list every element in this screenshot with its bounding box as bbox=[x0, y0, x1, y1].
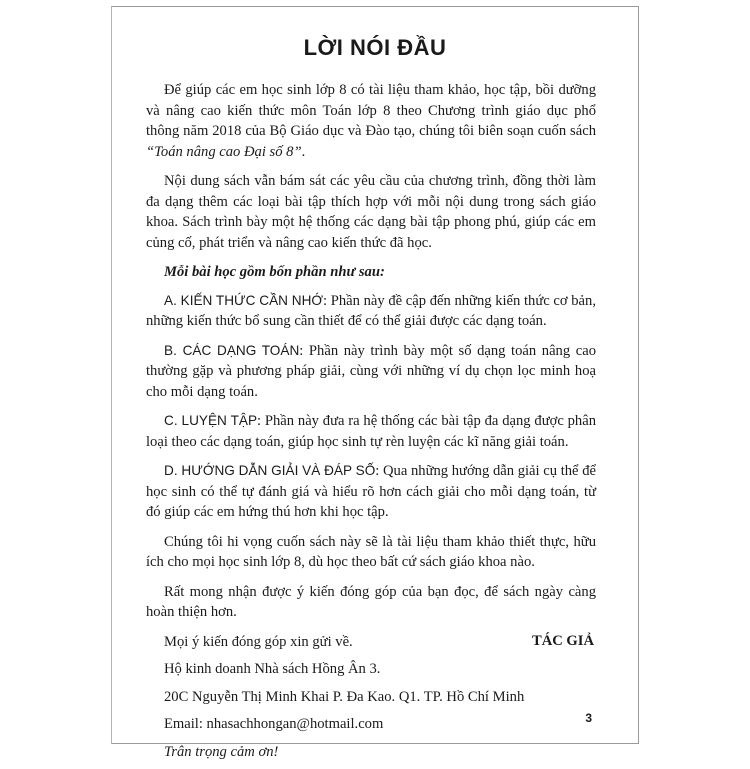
section-b-heading: B. CÁC DẠNG TOÁN bbox=[164, 342, 300, 358]
book-title: “Toán nâng cao Đại số 8” bbox=[146, 143, 302, 160]
book-page bbox=[111, 6, 639, 760]
section-b bbox=[146, 341, 596, 403]
paragraph-hope: Chúng tôi hi vọng cuốn sách này sẽ là tài liệu tham khảo thiết thực, hữu ích cho mọi học sinh lớp 8, dù học theo bất cứ sách giáo khoa nào. bbox=[146, 533, 596, 570]
page-number: 3 bbox=[585, 711, 592, 725]
section-c-text: : Phần này đưa ra hệ thống các bài tập đa dạng được phân loại theo các dạng toán, giúp học sinh tự rèn luyện các kĩ năng giải toán. bbox=[146, 413, 596, 450]
page-title: LỜI NÓI ĐẦU bbox=[303, 35, 447, 60]
contact-email: Email: nhasachhongan@hotmail.com bbox=[164, 716, 384, 732]
author-signature: TÁC GIẢ bbox=[531, 633, 594, 649]
section-a bbox=[146, 291, 596, 332]
section-intro: Mỗi bài học gồm bốn phần như sau: bbox=[164, 264, 385, 280]
section-d bbox=[146, 461, 596, 523]
paragraph-intro bbox=[146, 80, 596, 162]
section-b-text: : Phần này trình bày một số dạng toán nâng cao thường gặp và phương pháp giải, cùng với những ví dụ chọn lọc minh hoạ cho mỗi dạng toán. bbox=[146, 342, 597, 400]
paragraph-feedback: Rất mong nhận được ý kiến đóng góp của bạn đọc, để sách ngày càng hoàn thiện hơn. bbox=[146, 583, 596, 620]
section-d-heading: D. HƯỚNG DẪN GIẢI VÀ ĐÁP SỐ bbox=[164, 463, 376, 478]
section-c-heading: C. LUYỆN TẬP bbox=[164, 413, 258, 428]
paragraph-content: Nội dung sách vẫn bám sát các yêu cầu của chương trình, đồng thời làm đa dạng thêm các loại bài tập thích hợp với mỗi nội dung trong sách giáo khoa. Sách trình bày một hệ thống các dạng bài tập phong phú, giúp các em củng cố, phát triển và nâng cao kiến thức đã học. bbox=[146, 173, 596, 251]
paragraph-intro-end: . bbox=[301, 143, 306, 160]
section-c bbox=[146, 411, 596, 452]
thanks-line: Trân trọng cảm ơn! bbox=[164, 743, 279, 760]
section-a-text: : Phần này đề cập đến những kiến thức cơ bản, những kiến thức bổ sung cần thiết để có thể giải được các dạng toán. bbox=[146, 292, 596, 329]
section-a-heading: A. KIẾN THỨC CẦN NHỚ bbox=[164, 292, 324, 308]
paragraph-intro-text: Để giúp các em học sinh lớp 8 có tài liệu tham khảo, học tập, bồi dưỡng và nâng cao kiến thức môn Toán lớp 8 theo Chương trình giáo dục phổ thông năm 2018 của Bộ Giáo dục và Đào tạo, chúng tôi biên soạn cuốn sách bbox=[146, 82, 596, 139]
contact-address: 20C Nguyễn Thị Minh Khai P. Đa Kao. Q1. TP. Hồ Chí Minh bbox=[164, 688, 525, 705]
contact-company: Hộ kinh doanh Nhà sách Hồng Ân 3. bbox=[164, 661, 381, 677]
preface-body bbox=[146, 80, 596, 769]
section-d-text: : Qua những hướng dẫn giải cụ thể để học sinh có thể tự đánh giá và hiểu rõ hơn cách giải cho mỗi dạng toán, từ đó giúp các em hứng thú hơn khi học tập. bbox=[146, 463, 596, 520]
contact-intro: Mọi ý kiến đóng góp xin gửi về. bbox=[164, 633, 353, 650]
